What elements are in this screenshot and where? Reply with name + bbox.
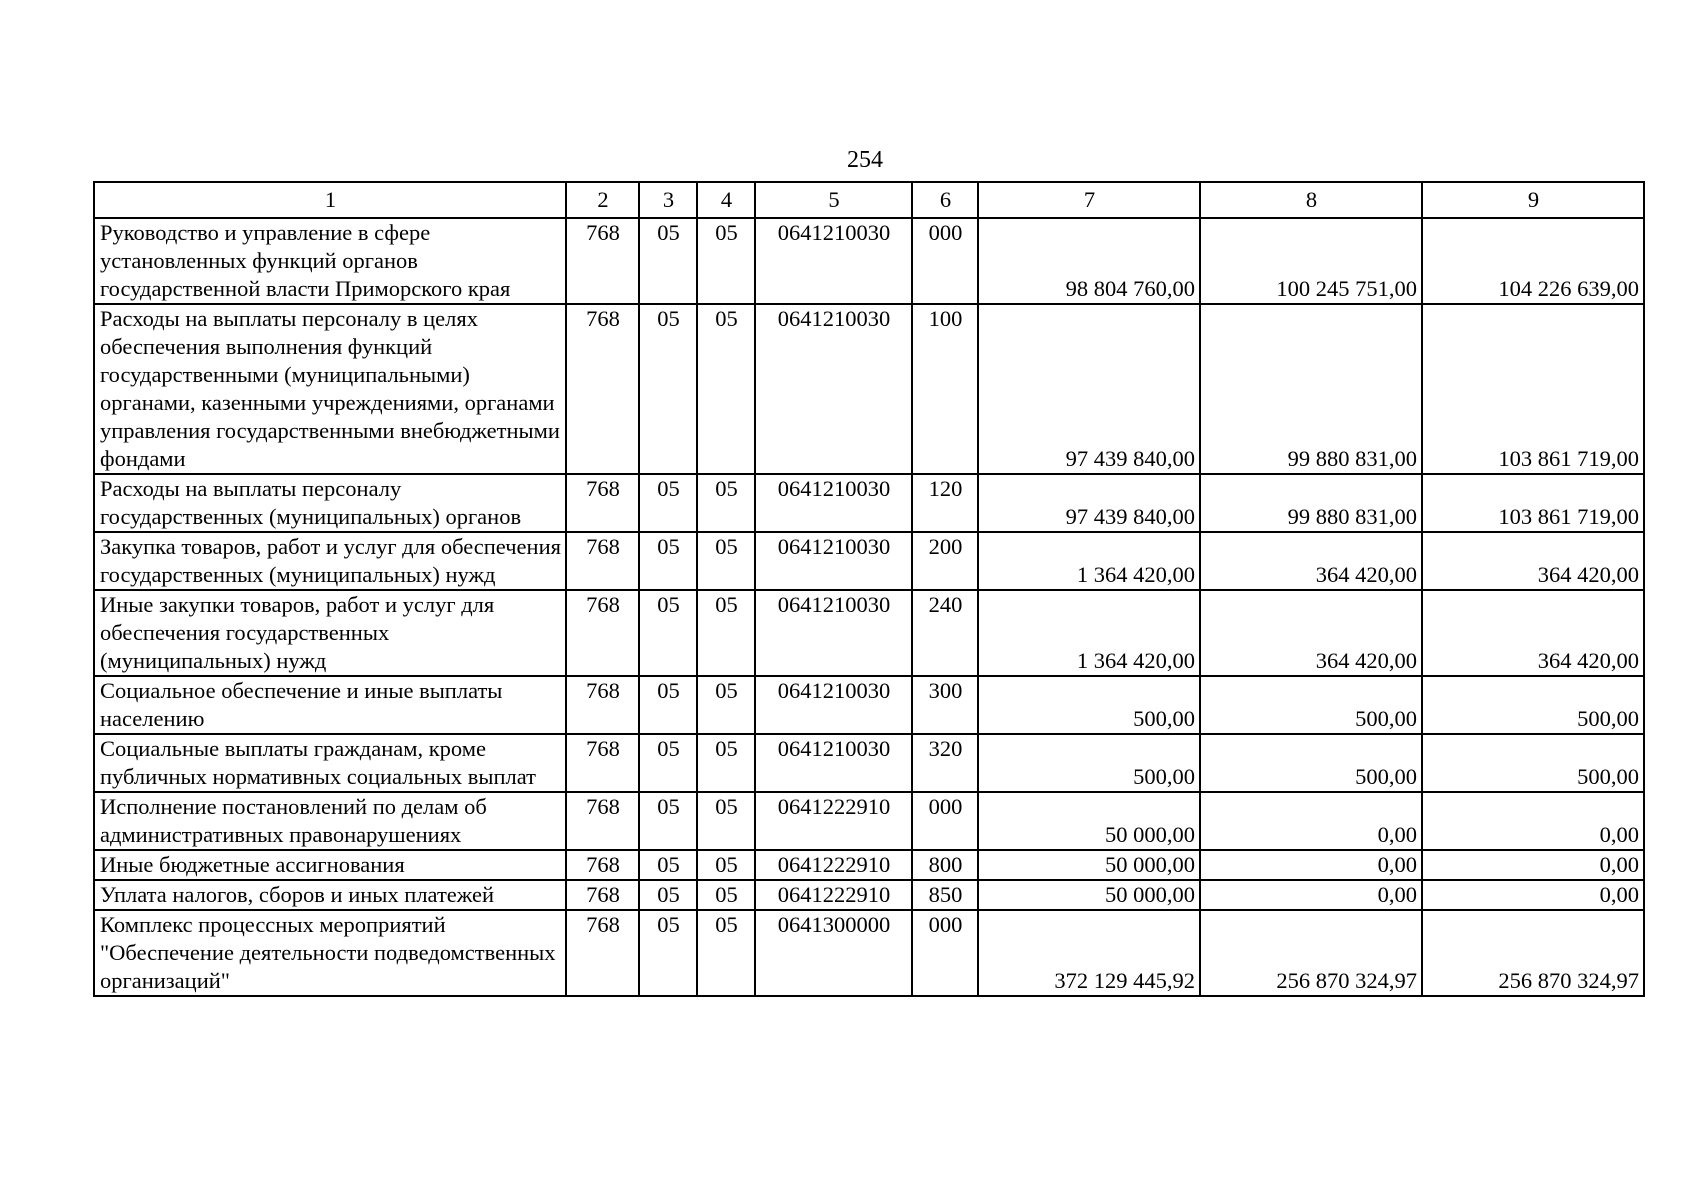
- section-code-cell: 05: [639, 792, 697, 850]
- expense-type-cell: 850: [912, 880, 978, 910]
- expense-type-cell: 800: [912, 850, 978, 880]
- amount-col8-cell: 256 870 324,97: [1200, 910, 1422, 996]
- table-row: [94, 304, 1644, 474]
- expense-type-cell: 000: [912, 218, 978, 304]
- amount-col7-cell: 50 000,00: [978, 880, 1200, 910]
- row-name-cell: Иные закупки товаров, работ и услуг для обеспечения государственных (муниципальных) нужд: [94, 590, 566, 676]
- row-name-cell: Исполнение постановлений по делам об административных правонарушениях: [94, 792, 566, 850]
- row-name-cell: Комплекс процессных мероприятий "Обеспечение деятельности подведомственных организаций": [94, 910, 566, 996]
- section-code-cell: 05: [639, 880, 697, 910]
- expense-type-cell: 240: [912, 590, 978, 676]
- subsection-code-cell: 05: [697, 880, 755, 910]
- amount-col7-cell: 98 804 760,00: [978, 218, 1200, 304]
- ministry-code-cell: 768: [566, 304, 639, 474]
- column-header: 5: [755, 182, 912, 218]
- section-code-cell: 05: [639, 676, 697, 734]
- column-header: 9: [1422, 182, 1644, 218]
- row-name-cell: Уплата налогов, сборов и иных платежей: [94, 880, 566, 910]
- table-row: [94, 676, 1644, 734]
- ministry-code-cell: 768: [566, 734, 639, 792]
- subsection-code-cell: 05: [697, 910, 755, 996]
- ministry-code-cell: 768: [566, 590, 639, 676]
- row-name-cell: Закупка товаров, работ и услуг для обеспечения государственных (муниципальных) нужд: [94, 532, 566, 590]
- page-number: 254: [847, 147, 883, 173]
- table-row: [94, 734, 1644, 792]
- ministry-code-cell: 768: [566, 474, 639, 532]
- section-code-cell: 05: [639, 734, 697, 792]
- subsection-code-cell: 05: [697, 792, 755, 850]
- amount-col7-cell: 50 000,00: [978, 850, 1200, 880]
- target-article-cell: 0641210030: [755, 676, 912, 734]
- amount-col9-cell: 500,00: [1422, 734, 1644, 792]
- subsection-code-cell: 05: [697, 590, 755, 676]
- row-name-cell: Расходы на выплаты персоналу в целях обеспечения выполнения функций государственными (муниципальными) органами, казенными учреждениями, органами управления государственными внебюджетными фондами: [94, 304, 566, 474]
- amount-col8-cell: 500,00: [1200, 676, 1422, 734]
- section-code-cell: 05: [639, 304, 697, 474]
- column-header: 8: [1200, 182, 1422, 218]
- amount-col9-cell: 0,00: [1422, 792, 1644, 850]
- subsection-code-cell: 05: [697, 850, 755, 880]
- section-code-cell: 05: [639, 532, 697, 590]
- amount-col8-cell: 0,00: [1200, 792, 1422, 850]
- target-article-cell: 0641222910: [755, 880, 912, 910]
- section-code-cell: 05: [639, 474, 697, 532]
- subsection-code-cell: 05: [697, 474, 755, 532]
- amount-col8-cell: 99 880 831,00: [1200, 304, 1422, 474]
- table-row: [94, 218, 1644, 304]
- amount-col7-cell: 500,00: [978, 676, 1200, 734]
- amount-col7-cell: 1 364 420,00: [978, 590, 1200, 676]
- target-article-cell: 0641300000: [755, 910, 912, 996]
- row-name-cell: Иные бюджетные ассигнования: [94, 850, 566, 880]
- table-row: [94, 910, 1644, 996]
- target-article-cell: 0641210030: [755, 304, 912, 474]
- amount-col7-cell: 372 129 445,92: [978, 910, 1200, 996]
- amount-col8-cell: 100 245 751,00: [1200, 218, 1422, 304]
- amount-col7-cell: 97 439 840,00: [978, 304, 1200, 474]
- column-header: 4: [697, 182, 755, 218]
- amount-col7-cell: 500,00: [978, 734, 1200, 792]
- amount-col8-cell: 500,00: [1200, 734, 1422, 792]
- expense-type-cell: 320: [912, 734, 978, 792]
- ministry-code-cell: 768: [566, 910, 639, 996]
- row-name-cell: Руководство и управление в сфере установленных функций органов государственной власти Приморского края: [94, 218, 566, 304]
- section-code-cell: 05: [639, 218, 697, 304]
- amount-col9-cell: 104 226 639,00: [1422, 218, 1644, 304]
- row-name-cell: Социальные выплаты гражданам, кроме публичных нормативных социальных выплат: [94, 734, 566, 792]
- subsection-code-cell: 05: [697, 734, 755, 792]
- table-row: [94, 532, 1644, 590]
- target-article-cell: 0641210030: [755, 532, 912, 590]
- amount-col8-cell: 0,00: [1200, 850, 1422, 880]
- expense-type-cell: 000: [912, 910, 978, 996]
- amount-col9-cell: 103 861 719,00: [1422, 304, 1644, 474]
- subsection-code-cell: 05: [697, 676, 755, 734]
- expense-type-cell: 000: [912, 792, 978, 850]
- section-code-cell: 05: [639, 590, 697, 676]
- section-code-cell: 05: [639, 910, 697, 996]
- column-header: 2: [566, 182, 639, 218]
- column-header: 7: [978, 182, 1200, 218]
- target-article-cell: 0641210030: [755, 590, 912, 676]
- row-name-cell: Социальное обеспечение и иные выплаты населению: [94, 676, 566, 734]
- column-header: 6: [912, 182, 978, 218]
- amount-col7-cell: 50 000,00: [978, 792, 1200, 850]
- ministry-code-cell: 768: [566, 218, 639, 304]
- target-article-cell: 0641210030: [755, 218, 912, 304]
- amount-col9-cell: 364 420,00: [1422, 532, 1644, 590]
- amount-col9-cell: 500,00: [1422, 676, 1644, 734]
- ministry-code-cell: 768: [566, 792, 639, 850]
- amount-col9-cell: 0,00: [1422, 880, 1644, 910]
- subsection-code-cell: 05: [697, 532, 755, 590]
- column-header: 3: [639, 182, 697, 218]
- ministry-code-cell: 768: [566, 532, 639, 590]
- table-row: [94, 850, 1644, 880]
- amount-col8-cell: 364 420,00: [1200, 532, 1422, 590]
- amount-col8-cell: 0,00: [1200, 880, 1422, 910]
- target-article-cell: 0641222910: [755, 792, 912, 850]
- ministry-code-cell: 768: [566, 880, 639, 910]
- table-row: [94, 590, 1644, 676]
- section-code-cell: 05: [639, 850, 697, 880]
- column-header: 1: [94, 182, 566, 218]
- amount-col8-cell: 99 880 831,00: [1200, 474, 1422, 532]
- table-row: [94, 474, 1644, 532]
- expense-type-cell: 200: [912, 532, 978, 590]
- table-row: [94, 792, 1644, 850]
- table-row: [94, 880, 1644, 910]
- target-article-cell: 0641222910: [755, 850, 912, 880]
- expense-type-cell: 100: [912, 304, 978, 474]
- ministry-code-cell: 768: [566, 676, 639, 734]
- row-name-cell: Расходы на выплаты персоналу государственных (муниципальных) органов: [94, 474, 566, 532]
- budget-table: [93, 181, 1645, 997]
- amount-col9-cell: 256 870 324,97: [1422, 910, 1644, 996]
- amount-col9-cell: 0,00: [1422, 850, 1644, 880]
- subsection-code-cell: 05: [697, 218, 755, 304]
- amount-col7-cell: 97 439 840,00: [978, 474, 1200, 532]
- amount-col8-cell: 364 420,00: [1200, 590, 1422, 676]
- expense-type-cell: 300: [912, 676, 978, 734]
- expense-type-cell: 120: [912, 474, 978, 532]
- target-article-cell: 0641210030: [755, 474, 912, 532]
- amount-col9-cell: 103 861 719,00: [1422, 474, 1644, 532]
- target-article-cell: 0641210030: [755, 734, 912, 792]
- amount-col9-cell: 364 420,00: [1422, 590, 1644, 676]
- ministry-code-cell: 768: [566, 850, 639, 880]
- amount-col7-cell: 1 364 420,00: [978, 532, 1200, 590]
- header-row: [94, 182, 1644, 218]
- subsection-code-cell: 05: [697, 304, 755, 474]
